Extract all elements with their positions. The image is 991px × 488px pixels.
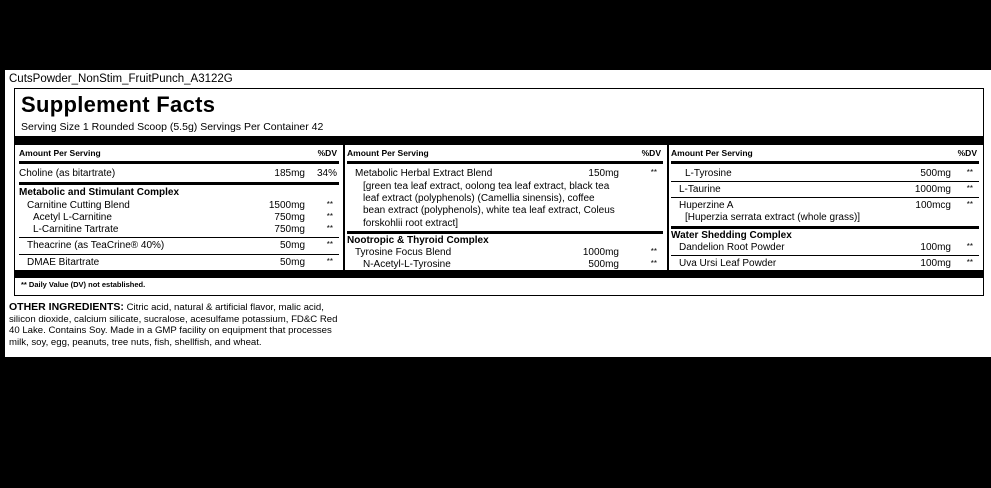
footnote: ** Daily Value (DV) not established. (21, 280, 146, 289)
ingredient-dv: ** (650, 259, 657, 268)
ingredient-dv: ** (966, 168, 973, 177)
amount-header: Amount Per Serving (347, 148, 429, 158)
amount-header: Amount Per Serving (19, 148, 101, 158)
column-header (671, 148, 979, 158)
column-header (19, 148, 339, 158)
blend-desc-line: leaf extract (polyphenols) (Camellia sinensis), coffee (363, 193, 595, 205)
divider (347, 161, 663, 164)
column-divider (667, 145, 669, 270)
section-metabolic: Metabolic and Stimulant Complex (19, 187, 180, 198)
ingredient-name: Acetyl L-Carnitine (33, 212, 112, 223)
column-divider (343, 145, 345, 270)
ingredient-dv: ** (966, 258, 973, 267)
serving-info: Serving Size 1 Rounded Scoop (5.5g) Servings Per Container 42 (21, 121, 324, 133)
ingredient-name: Tyrosine Focus Blend (355, 247, 452, 258)
ingredient-name: L-Taurine (679, 184, 721, 195)
amount-header: Amount Per Serving (671, 148, 753, 158)
divider (671, 226, 979, 229)
ingredient-name: Carnitine Cutting Blend (27, 200, 130, 211)
ingredient-name: L-Tyrosine (685, 168, 732, 179)
label-sheet (5, 70, 991, 357)
dv-header: %DV (957, 148, 977, 158)
panel-title: Supplement Facts (21, 92, 216, 117)
divider (19, 161, 339, 164)
ingredient-amount: 1500mg (268, 200, 305, 211)
dv-header: %DV (641, 148, 661, 158)
ingredient-amount: 150mg (588, 168, 619, 179)
ingredient-name: Uva Ursi Leaf Powder (679, 258, 777, 269)
ingredient-name: Dandelion Root Powder (679, 242, 785, 253)
dv-header: %DV (317, 148, 337, 158)
ingredient-amount: 750mg (274, 224, 305, 235)
ingredient-name: N-Acetyl-L-Tyrosine (363, 259, 451, 270)
ingredient-amount: 50mg (279, 257, 305, 268)
bottom-bar (15, 270, 983, 278)
divider (19, 182, 339, 185)
choline-amount: 185mg (274, 168, 305, 179)
ingredient-name: Theacrine (as TeaCrine® 40%) (27, 240, 165, 251)
column-1 (19, 145, 339, 270)
divider (671, 255, 979, 256)
divider (19, 254, 339, 255)
ingredient-name: L-Carnitine Tartrate (33, 224, 119, 235)
supplement-facts-panel (14, 88, 984, 296)
ingredient-amount: 1000mg (582, 247, 619, 258)
blend-desc-line: bean extract (polyphenols), white tea leaf extract, Coleus (363, 205, 615, 217)
ingredient-name: DMAE Bitartrate (27, 257, 100, 268)
ingredient-amount: 750mg (274, 212, 305, 223)
blend-desc-line: [green tea leaf extract, oolong tea leaf extract, black tea (363, 181, 610, 192)
huperzine-description: [Huperzia serrata extract (whole grass)] (685, 212, 861, 223)
column-header (347, 148, 663, 158)
ingredient-amount: 500mg (920, 168, 951, 179)
ingredient-dv: ** (650, 168, 657, 177)
ingredient-amount: 500mg (588, 259, 619, 270)
ingredient-dv: ** (650, 247, 657, 256)
other-ingredients-label: OTHER INGREDIENTS: (9, 301, 124, 313)
ingredient-dv: ** (326, 257, 333, 266)
ingredient-dv: ** (966, 184, 973, 193)
choline-dv: 34% (316, 168, 337, 179)
ingredient-dv: ** (326, 212, 333, 221)
ingredient-amount: 100mcg (915, 200, 951, 211)
ingredient-name: Metabolic Herbal Extract Blend (355, 168, 493, 179)
heavy-bar (15, 136, 983, 145)
divider (347, 231, 663, 234)
blend-desc-line: forskohlii root extract] (363, 217, 459, 229)
ingredient-amount: 1000mg (914, 184, 951, 195)
ingredient-dv: ** (326, 200, 333, 209)
ingredient-dv: ** (966, 200, 973, 209)
choline-name: Choline (as bitartrate) (19, 168, 116, 179)
section-water-shedding: Water Shedding Complex (671, 230, 792, 241)
ingredient-amount: 50mg (279, 240, 305, 251)
divider (671, 197, 979, 198)
other-ingredients-text: Citric acid, natural & artificial flavor, malic acid, silicon dioxide, calcium silicate, sucralose, acesulfame potassium, FD&C Red 40 Lake. Contains Soy. Made in a GMP facility on equipment that processes milk, soy, egg, peanuts, tree nuts, fish, shellfish, and wheat. (9, 302, 338, 349)
section-nootropic: Nootropic & Thyroid Complex (347, 235, 489, 246)
ingredient-dv: ** (326, 224, 333, 233)
column-2 (347, 145, 663, 270)
column-3 (671, 145, 979, 270)
divider (19, 237, 339, 238)
blend-description (363, 181, 615, 230)
other-ingredients (9, 302, 339, 349)
ingredient-dv: ** (966, 242, 973, 251)
ingredient-amount: 100mg (920, 242, 951, 253)
ingredient-dv: ** (326, 240, 333, 249)
divider (671, 161, 979, 164)
divider (671, 181, 979, 182)
filename: CutsPowder_NonStim_FruitPunch_A3122G (9, 73, 233, 85)
ingredient-amount: 100mg (920, 258, 951, 269)
ingredient-name: Huperzine A (679, 200, 734, 211)
